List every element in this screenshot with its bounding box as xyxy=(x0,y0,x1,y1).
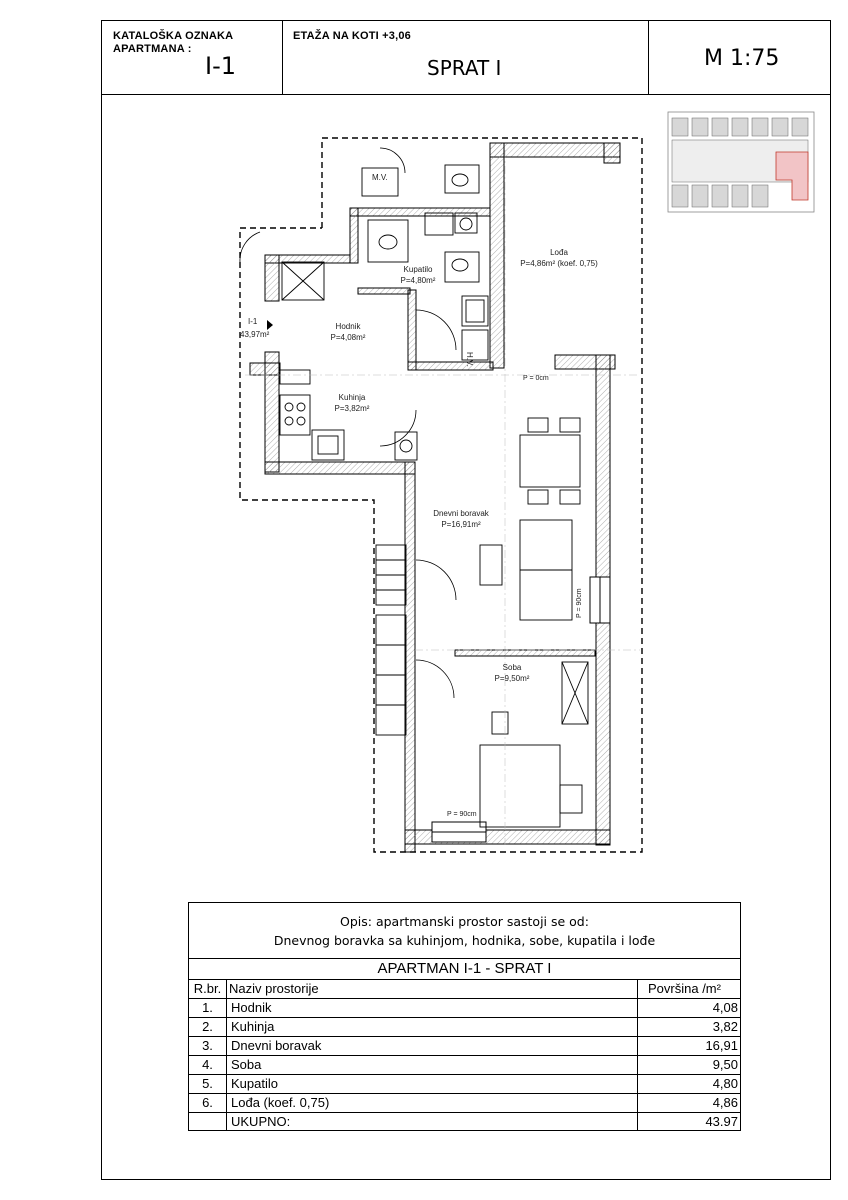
key-plan xyxy=(668,112,814,212)
description-line1: Opis: apartmanski prostor sastoji se od: xyxy=(340,914,589,929)
row-name: Lođa (koef. 0,75) xyxy=(231,1095,330,1110)
table-title: APARTMAN I-1 - SPRAT I xyxy=(189,959,740,980)
row-num: 6. xyxy=(189,1093,227,1112)
room-area-dnevni-boravak: P=16,91m² xyxy=(441,520,481,529)
description-block xyxy=(189,903,740,959)
room-area-kuhinja: P=3,82m² xyxy=(334,404,370,413)
row-name: Soba xyxy=(231,1057,262,1072)
room-name-kuhinja: Kuhinja xyxy=(338,393,366,402)
row-name: Hodnik xyxy=(231,1000,272,1015)
room-area-hodnik: P=4,08m² xyxy=(330,333,366,342)
row-num: 2. xyxy=(189,1017,227,1036)
table-row xyxy=(189,1055,740,1075)
total-value: 43.97 xyxy=(637,1112,740,1131)
col-area-header: Površina /m² xyxy=(637,979,740,998)
row-area: 4,08 xyxy=(637,998,740,1017)
row-area: 4,86 xyxy=(637,1093,740,1112)
row-num: 5. xyxy=(189,1074,227,1093)
table-total-row xyxy=(189,1112,740,1131)
room-name-loda: Lođa xyxy=(550,248,568,257)
row-name: Kuhinja xyxy=(231,1019,275,1034)
sill-label-2: P = 90cm xyxy=(576,588,583,618)
room-area-soba: P=9,50m² xyxy=(494,674,530,683)
row-num: 3. xyxy=(189,1036,227,1055)
mv-label: M.V. xyxy=(372,173,388,182)
sill-label-3: P = 90cm xyxy=(447,811,477,818)
row-num: 4. xyxy=(189,1055,227,1074)
row-area: 9,50 xyxy=(637,1055,740,1074)
room-name-hodnik: Hodnik xyxy=(335,322,361,331)
entrance-arrow-icon xyxy=(267,320,273,330)
windows xyxy=(432,577,610,842)
grid-lines xyxy=(245,150,640,845)
table-row xyxy=(189,1093,740,1113)
table-header-row xyxy=(189,979,740,999)
col-num-header: R.br. xyxy=(189,979,227,998)
table-row xyxy=(189,998,740,1018)
plan-labels xyxy=(240,173,598,818)
room-area-loda: P=4,86m² (koef. 0,75) xyxy=(520,259,598,268)
area-table xyxy=(188,902,741,1131)
room-name-kupatilo: Kupatilo xyxy=(403,265,433,274)
hv-label: H.V. xyxy=(465,352,474,367)
table-row xyxy=(189,1074,740,1094)
room-area-kupatilo: P=4,80m² xyxy=(400,276,436,285)
row-area: 16,91 xyxy=(637,1036,740,1055)
catalog-label-line1: KATALOŠKA OZNAKA xyxy=(113,30,234,42)
table-row xyxy=(189,1017,740,1037)
col-name-header: Naziv prostorije xyxy=(229,981,319,996)
apartment-code: I-1 xyxy=(205,52,237,80)
table-row xyxy=(189,1036,740,1056)
row-name: Kupatilo xyxy=(231,1076,278,1091)
description-line2: Dnevnog boravka sa kuhinjom, hodnika, sobe, kupatila i lođe xyxy=(273,933,656,948)
unit-boundary xyxy=(240,138,642,852)
row-num: 1. xyxy=(189,998,227,1017)
floor-name: SPRAT I xyxy=(427,56,502,80)
room-name-dnevni-boravak: Dnevni boravak xyxy=(433,509,489,518)
total-label: UKUPNO: xyxy=(231,1114,291,1129)
unit-area: 43,97m² xyxy=(240,330,270,339)
room-name-soba: Soba xyxy=(502,663,522,672)
row-area: 3,82 xyxy=(637,1017,740,1036)
unit-tag: I-1 xyxy=(248,317,258,326)
catalog-label-line2: APARTMANA : xyxy=(113,43,192,55)
row-area: 4,80 xyxy=(637,1074,740,1093)
row-name: Dnevni boravak xyxy=(231,1038,322,1053)
scale-text: M 1:75 xyxy=(704,46,780,71)
total-num-cell xyxy=(189,1112,227,1131)
level-label: ETAŽA NA KOTI +3,06 xyxy=(293,30,411,42)
sill-label-1: P = 0cm xyxy=(523,375,549,382)
